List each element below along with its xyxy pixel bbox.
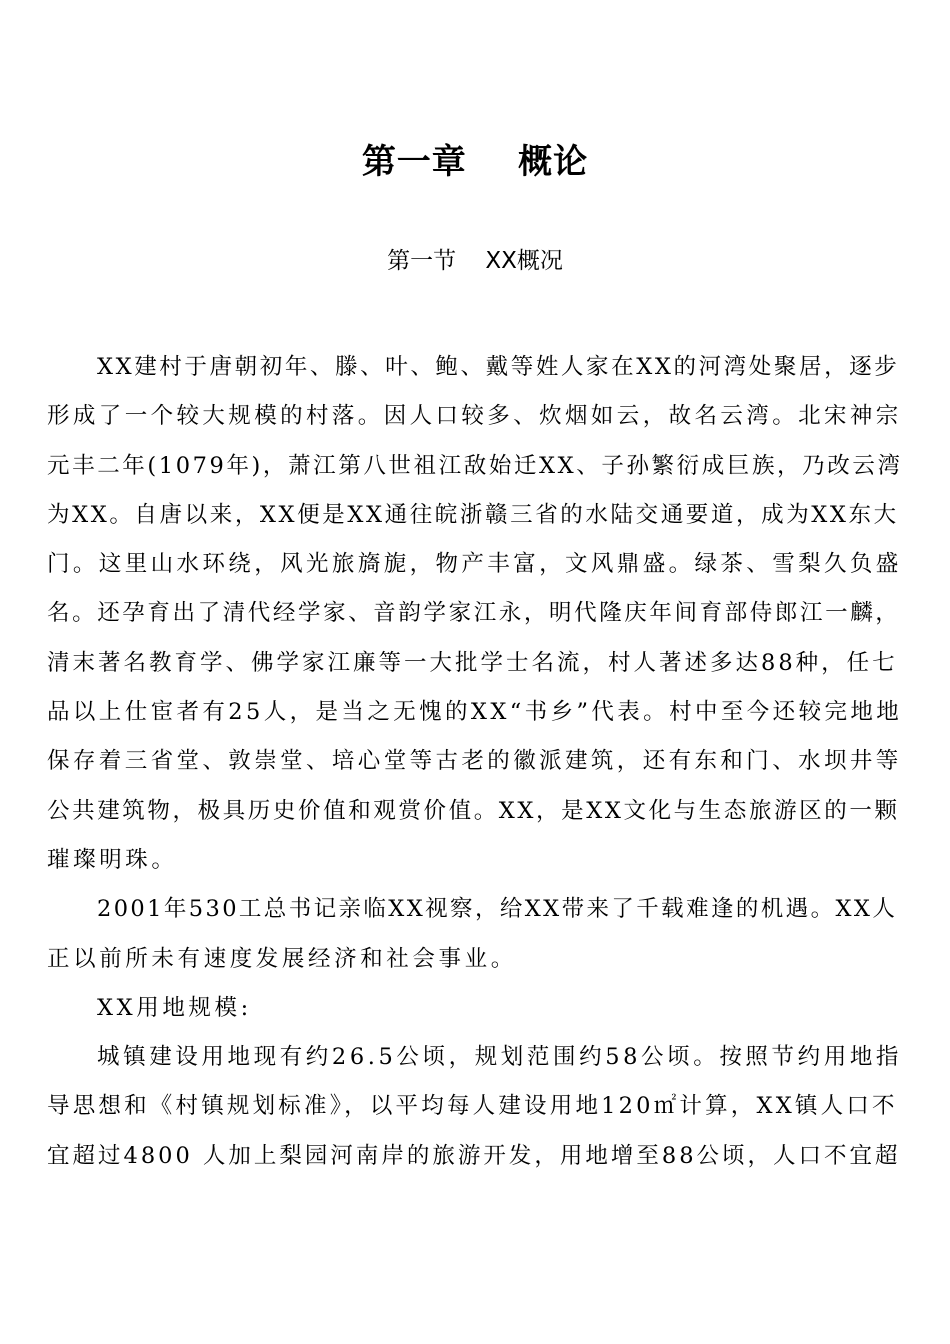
paragraph-line: 名。还孕育出了清代经学家、音韵学家江永，明代隆庆年间育部侍郎江一麟， bbox=[47, 600, 901, 627]
paragraph-line: 品以上仕宦者有25人，是当之无愧的XX“书乡”代表。村中至今还较完地地 bbox=[47, 699, 903, 726]
paragraph-line: 宜超过4800 人加上梨园河南岸的旅游开发，用地增至88公顷，人口不宜超 bbox=[47, 1142, 901, 1169]
paragraph-line: 清末著名教育学、佛学家江廉等一大批学士名流，村人著述多达88种，任七 bbox=[47, 649, 898, 676]
paragraph-line: XX用地规模: bbox=[97, 994, 252, 1021]
paragraph-line: 形成了一个较大规模的村落。因人口较多、炊烟如云，故名云湾。北宋神宗 bbox=[47, 403, 902, 430]
paragraph-line: 2001年530工总书记亲临XX视察，给XX带来了千载难逢的机遇。XX人 bbox=[97, 896, 898, 923]
section-title: 第一节 XX概况 bbox=[387, 248, 563, 274]
body-text bbox=[47, 343, 907, 1181]
paragraph-line: 公共建筑物，极具历史价值和观赏价值。XX，是XX文化与生态旅游区的一颗 bbox=[47, 797, 900, 824]
paragraph-line: 城镇建设用地现有约26.5公顷，规划范围约58公顷。按照节约用地指 bbox=[97, 1044, 903, 1071]
chapter-title: 第一章 概论 bbox=[361, 142, 589, 182]
paragraph-line: 导思想和《村镇规划标准》，以平均每人建设用地120㎡计算，XX镇人口不 bbox=[47, 1093, 898, 1120]
paragraph-line: 保存着三省堂、敦崇堂、培心堂等古老的徽派建筑，还有东和门、水坝井等 bbox=[47, 748, 902, 775]
paragraph-line: 正以前所未有速度发展经济和社会事业。 bbox=[47, 945, 517, 972]
paragraph-line: 元丰二年(1079年)，萧江第八世祖江敌始迁XX、子孙繁衍成巨族，乃改云湾 bbox=[47, 452, 903, 479]
paragraph-line: 门。这里山水环绕，风光旅旖旎，物产丰富，文风鼎盛。绿茶、雪梨久负盛 bbox=[47, 551, 902, 578]
paragraph-line: XX建村于唐朝初年、滕、叶、鲍、戴等姓人家在XX的河湾处聚居，逐步 bbox=[97, 354, 900, 380]
paragraph-line: 为XX。自唐以来，XX便是XX通往皖浙赣三省的水陆交通要道，成为XX东大 bbox=[47, 501, 899, 528]
paragraph-line: 璀璨明珠。 bbox=[47, 846, 178, 873]
